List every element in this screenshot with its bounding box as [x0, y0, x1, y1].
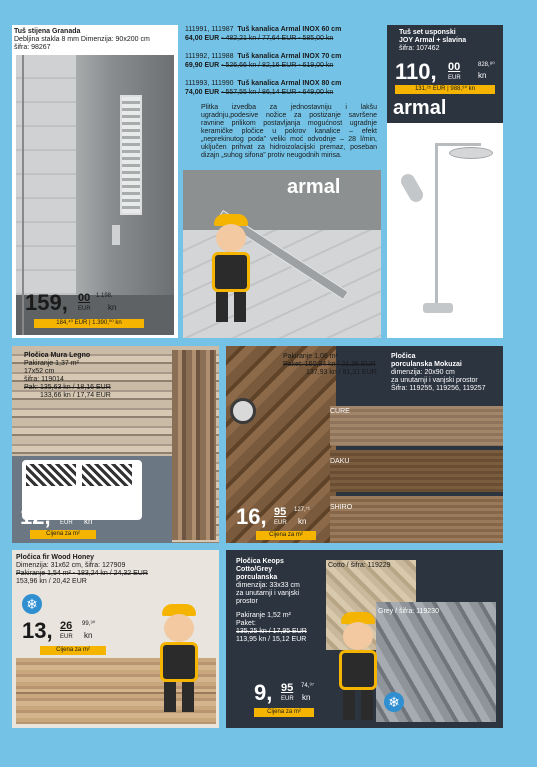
dimensions: dimenzija: 20x90 cm	[391, 369, 455, 376]
price-currency: EUR	[281, 696, 294, 702]
pack-price-old: Pak: 135,63 kn / 18,16 EUR	[24, 384, 111, 391]
armal-logo: armal	[393, 97, 447, 119]
channel-old: - 482,21 kn / 77,64 EUR - 585,00 kn	[221, 35, 334, 42]
pack-price: 153,96 kn / 20,42 EUR	[16, 578, 87, 585]
product-title: Pločica Mura Legno	[24, 352, 91, 359]
price-currency: EUR	[448, 75, 461, 81]
channel-old: - 557,55 kn / 86,14 EUR - 649,00 kn	[221, 89, 334, 96]
mascot-worker	[206, 214, 256, 326]
wood-swatch-shiro	[330, 496, 503, 543]
wood-swatch-cure	[330, 406, 503, 446]
price-currency: EUR	[78, 306, 91, 312]
channel-codes: 111991, 111987	[185, 26, 234, 33]
price-integer: 13,	[22, 618, 53, 643]
product-title-3: porculanska	[236, 574, 278, 581]
dimensions: Dimenzija: 31x62 cm, šifra: 127909	[16, 562, 126, 569]
pack-price: 113,95 kn / 15,12 EUR	[236, 636, 307, 643]
product-subtitle: JOY Armal + slavina	[399, 37, 467, 44]
mascot-worker	[154, 604, 204, 716]
price-per-m2-pill: Cijena za m²	[256, 531, 316, 540]
mascot-worker	[333, 612, 383, 724]
card-tile-mura	[12, 346, 219, 543]
price-unit: kn	[478, 71, 487, 80]
swatch-label-cure: CURE	[330, 408, 350, 415]
price-unit: kn	[108, 303, 117, 312]
pack-size: Pakiranje 1,37 m²	[24, 360, 79, 367]
channel-codes: 111992, 111988	[185, 53, 234, 60]
price-unit: kn	[84, 631, 93, 640]
product-title: Pločica fir Wood Honey	[16, 554, 95, 561]
price-unit: kn	[298, 517, 307, 526]
price-decimal: 95	[281, 682, 294, 694]
price-decimal: 00	[78, 292, 91, 304]
swatch-label-shiro: SHIRO	[330, 504, 353, 511]
product-title-2: Cotto/Grey	[236, 566, 273, 573]
card-shower-glass	[12, 25, 178, 338]
price-integer: 159,	[25, 290, 68, 315]
snowflake-icon: ❄	[384, 692, 404, 712]
price-currency: EUR	[274, 520, 287, 526]
product-title: Pločica	[391, 353, 416, 360]
card-shower-set	[387, 25, 503, 338]
pack-price-old: 135,25 kn / 17,95 EUR	[236, 628, 307, 635]
price-integer: 9,	[254, 680, 273, 705]
price-integer: 16,	[236, 504, 267, 529]
price-unit: kn	[84, 517, 93, 526]
price-decimal: 26	[60, 620, 73, 632]
price-integer: 110,	[395, 59, 437, 84]
product-title: Tuš set usponski	[399, 29, 456, 36]
price-decimal: 95	[60, 506, 73, 518]
usage-2: prostor	[236, 598, 258, 605]
product-title: Tuš stijena Granada	[14, 28, 81, 35]
pack-size: Pakiranje 1,52 m²	[236, 612, 291, 619]
card-tile-mokuzai	[226, 346, 503, 543]
price-per-m2-pill: Cijena za m²	[254, 708, 314, 717]
channel-old: - 526,66 kn / 82,16 EUR - 619,00 kn	[221, 62, 334, 69]
product-title: Pločica Keops	[236, 558, 284, 565]
price-per-m2-pill: Cijena za m²	[30, 530, 96, 539]
old-price-pill: 184,⁴⁰ EUR | 1.390,⁰⁰ kn	[34, 319, 144, 328]
pack-price-old: Paket: 160,94 kn / 21,36 EUR	[283, 361, 376, 368]
product-sku: šifra: 98267	[14, 44, 51, 51]
price-old: 127,⁷¹	[294, 507, 310, 513]
channel-name: Tuš kanalica Armal INOX 70 cm	[237, 53, 342, 60]
price-old: 74,⁹⁷	[301, 683, 315, 689]
price-old: 99,⁹⁰	[82, 621, 96, 627]
channel-price: 64,00 EUR	[185, 35, 220, 42]
product-title-2: porculanska Mokuzai	[391, 361, 462, 368]
pack-price-old: Pakiranje 1,54 m² - 183,24 kn / 24,32 EUR	[16, 570, 148, 577]
price-decimal: 95	[274, 506, 287, 518]
channel-name: Tuš kanalica Armal INOX 60 cm	[237, 26, 342, 33]
armal-logo: armal	[287, 176, 341, 198]
product-desc: Debljina stakla 8 mm Dimenzija: 90x200 cm	[14, 36, 150, 43]
product-sku: šifra: 119014	[24, 376, 64, 383]
swatch-label-daku: DAKU	[330, 458, 350, 465]
channels-text-block	[183, 26, 379, 171]
cotto-label: Cotto / šifra: 119229	[328, 562, 391, 569]
price-old: 97,⁵⁷	[78, 507, 91, 513]
channel-price: 74,00 EUR	[185, 89, 220, 96]
wood-swatch-daku	[330, 450, 503, 492]
price-old: 1.198,	[96, 293, 113, 299]
dimensions: 17x52 cm	[24, 368, 55, 375]
price-per-m2-pill: Cijena za m²	[40, 646, 106, 655]
pack-label: Paket:	[236, 620, 256, 627]
price-unit: kn	[302, 693, 311, 702]
grey-label: Grey / šifra: 119230	[378, 608, 439, 615]
price-decimal: 00	[448, 61, 461, 73]
channel-codes: 111993, 111990	[185, 80, 234, 87]
product-sku: Šifra: 119255, 119256, 119257	[391, 385, 486, 392]
usage: za unutarnji i vanjski prostor	[391, 377, 478, 384]
channel-price: 69,90 EUR	[185, 62, 220, 69]
channel-name: Tuš kanalica Armal INOX 80 cm	[237, 80, 342, 87]
price-currency: EUR	[60, 520, 73, 526]
price-integer: 12,	[20, 504, 51, 529]
channels-description: Plitka izvedba za jednostavniju i lakšu ugradnju,podesive nožice za postizanje savršene ravnine prilikom postavljanja mogućnost ugradnje keramičke pločice u pokrov kanalice – efekt „neprekinutog poda” veliki moć odvodnje – 28 l/min, uključen prihvat za hidroizolacijski premaz, poseban dizajn „suhog sifona” protiv neugodnih mirisa.	[201, 104, 377, 159]
snowflake-icon: ❄	[22, 594, 42, 614]
dimensions: dimenzija: 33x33 cm	[236, 582, 300, 589]
usage: za unutarnji i vanjski	[236, 590, 300, 597]
pack-size: Pakiranje 1,08 m²	[283, 353, 338, 360]
old-price-pill: 131,²⁵ EUR | 988,⁹⁰ kn	[395, 85, 495, 94]
pack-price: 137,93 kn / 81,31 EUR	[306, 369, 377, 376]
pack-price: 133,66 kn / 17,74 EUR	[40, 392, 111, 399]
price-block	[25, 292, 68, 315]
product-sku: šifra: 107462	[399, 45, 440, 52]
price-old: 828,⁸⁰	[478, 62, 495, 68]
price-currency: EUR	[60, 634, 73, 640]
shower-set-image	[387, 123, 503, 338]
